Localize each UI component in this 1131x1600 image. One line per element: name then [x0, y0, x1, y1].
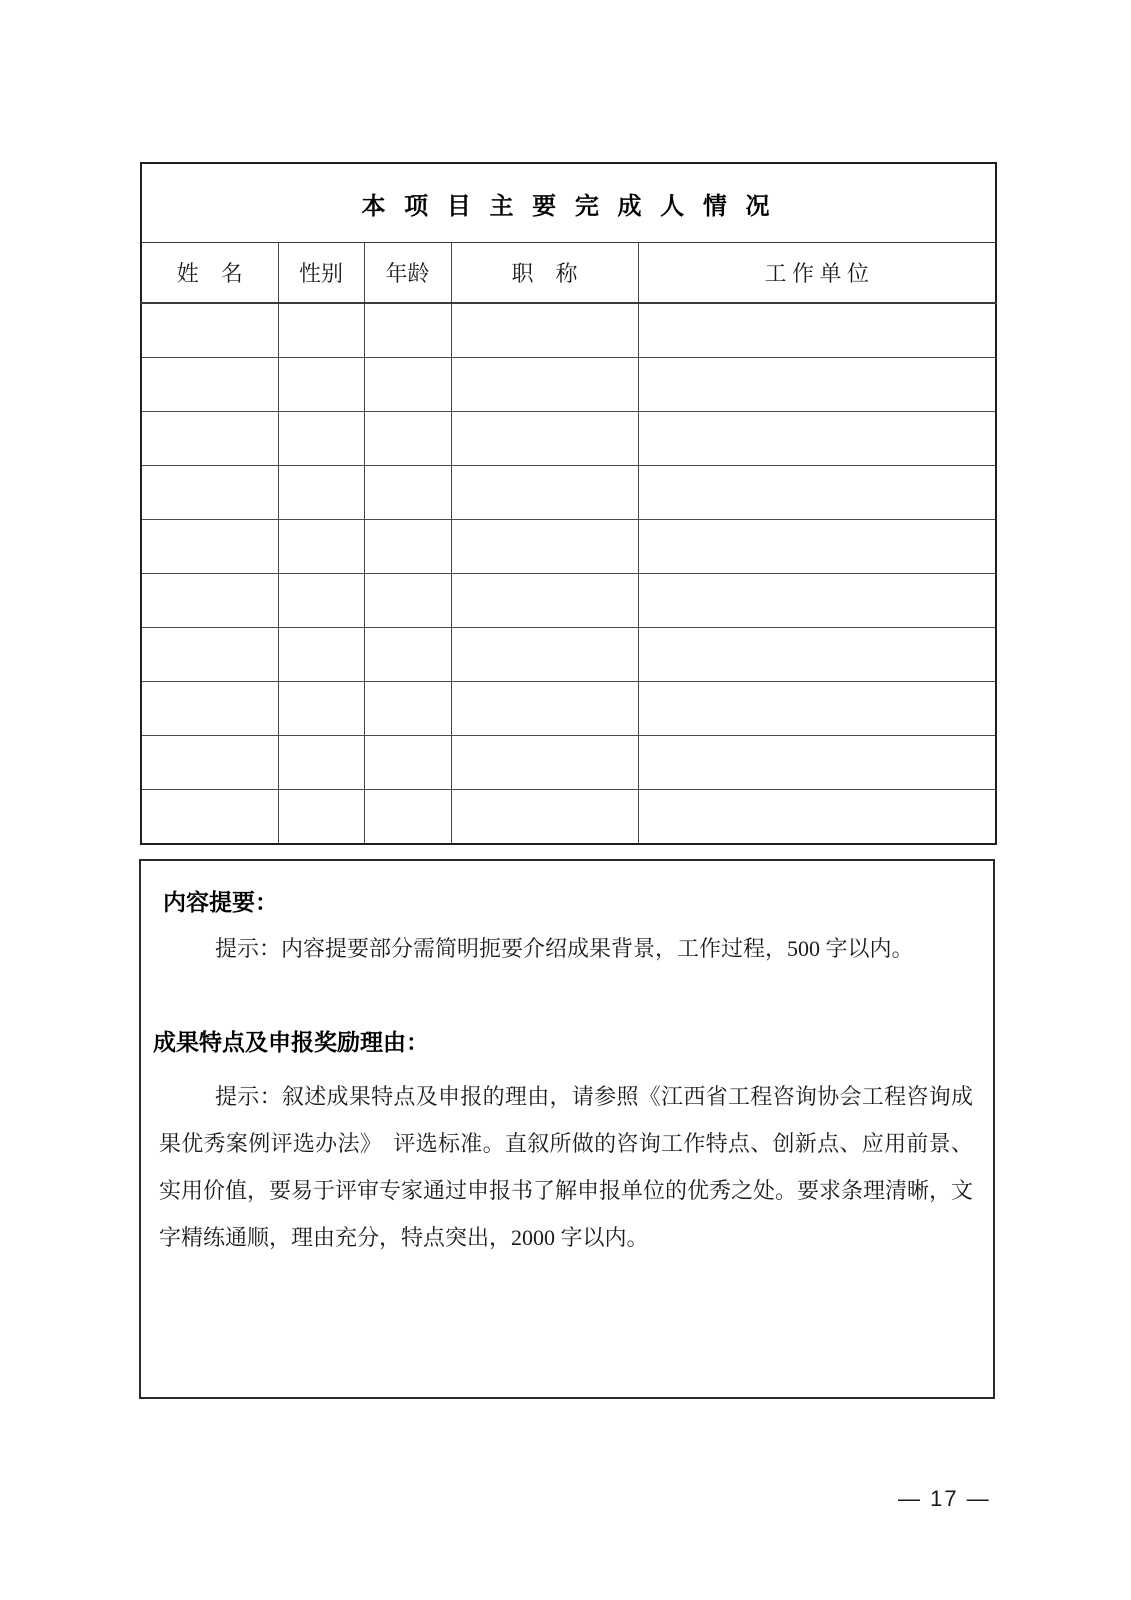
empty-cell	[141, 736, 278, 790]
empty-cell	[364, 790, 451, 845]
empty-cell	[278, 736, 364, 790]
table-row	[141, 574, 996, 628]
empty-cell	[141, 303, 278, 358]
empty-cell	[364, 466, 451, 520]
empty-cell	[638, 628, 996, 682]
table-row	[141, 736, 996, 790]
info-box	[139, 859, 995, 1399]
empty-cell	[638, 303, 996, 358]
table-row	[141, 466, 996, 520]
empty-cell	[451, 574, 638, 628]
empty-cell	[364, 682, 451, 736]
column-header-job-title: 职 称	[451, 243, 638, 304]
empty-cell	[451, 790, 638, 845]
empty-cell	[278, 574, 364, 628]
empty-cell	[278, 358, 364, 412]
summary-section-hint: 提示：内容提要部分需简明扼要介绍成果背景，工作过程，500 字以内。	[215, 936, 914, 961]
column-header-name: 姓 名	[141, 243, 278, 304]
empty-cell	[278, 520, 364, 574]
table-title: 本 项 目 主 要 完 成 人 情 况	[141, 163, 996, 243]
column-header-age: 年龄	[364, 243, 451, 304]
features-section-label: 成果特点及申报奖励理由：	[153, 1029, 429, 1055]
features-section-hint: 提示：叙述成果特点及申报的理由，请参照《江西省工程咨询协会工程咨询成果优秀案例评选办法》 评选标准。直叙所做的咨询工作特点、创新点、应用前景、实用价值，要易于评审专家通过申报书了解申报单位的优秀之处。要求条理清晰，文字精练通顺，理由充分，特点突出，2000 字以内。	[159, 1084, 974, 1250]
empty-cell	[638, 574, 996, 628]
empty-cell	[141, 628, 278, 682]
table-row	[141, 520, 996, 574]
table-row	[141, 682, 996, 736]
empty-cell	[278, 303, 364, 358]
empty-cell	[364, 628, 451, 682]
table-title-row	[141, 163, 996, 243]
completers-table	[140, 162, 997, 845]
empty-cell	[364, 303, 451, 358]
page-number: — 17 —	[898, 1486, 991, 1511]
empty-cell	[364, 412, 451, 466]
empty-cell	[278, 466, 364, 520]
column-header-gender: 性别	[278, 243, 364, 304]
empty-cell	[451, 736, 638, 790]
empty-cell	[364, 736, 451, 790]
empty-cell	[141, 790, 278, 845]
empty-cell	[451, 520, 638, 574]
empty-cell	[364, 358, 451, 412]
empty-cell	[638, 736, 996, 790]
empty-cell	[451, 682, 638, 736]
table-row	[141, 412, 996, 466]
empty-cell	[364, 574, 451, 628]
empty-cell	[141, 412, 278, 466]
empty-cell	[638, 466, 996, 520]
empty-cell	[451, 358, 638, 412]
completers-table-body	[141, 303, 996, 844]
empty-cell	[638, 412, 996, 466]
empty-cell	[451, 303, 638, 358]
table-row	[141, 303, 996, 358]
empty-cell	[638, 682, 996, 736]
empty-cell	[638, 790, 996, 845]
empty-cell	[278, 790, 364, 845]
empty-cell	[141, 520, 278, 574]
empty-cell	[451, 628, 638, 682]
empty-cell	[141, 682, 278, 736]
empty-cell	[638, 358, 996, 412]
empty-cell	[278, 412, 364, 466]
table-row	[141, 790, 996, 845]
table-header-row	[141, 243, 996, 304]
column-header-work-unit: 工 作 单 位	[638, 243, 996, 304]
empty-cell	[451, 466, 638, 520]
empty-cell	[141, 574, 278, 628]
empty-cell	[451, 412, 638, 466]
empty-cell	[278, 628, 364, 682]
empty-cell	[638, 520, 996, 574]
empty-cell	[141, 358, 278, 412]
table-row	[141, 628, 996, 682]
table-row	[141, 358, 996, 412]
empty-cell	[364, 520, 451, 574]
summary-section-label: 内容提要：	[163, 889, 278, 915]
empty-cell	[141, 466, 278, 520]
empty-cell	[278, 682, 364, 736]
